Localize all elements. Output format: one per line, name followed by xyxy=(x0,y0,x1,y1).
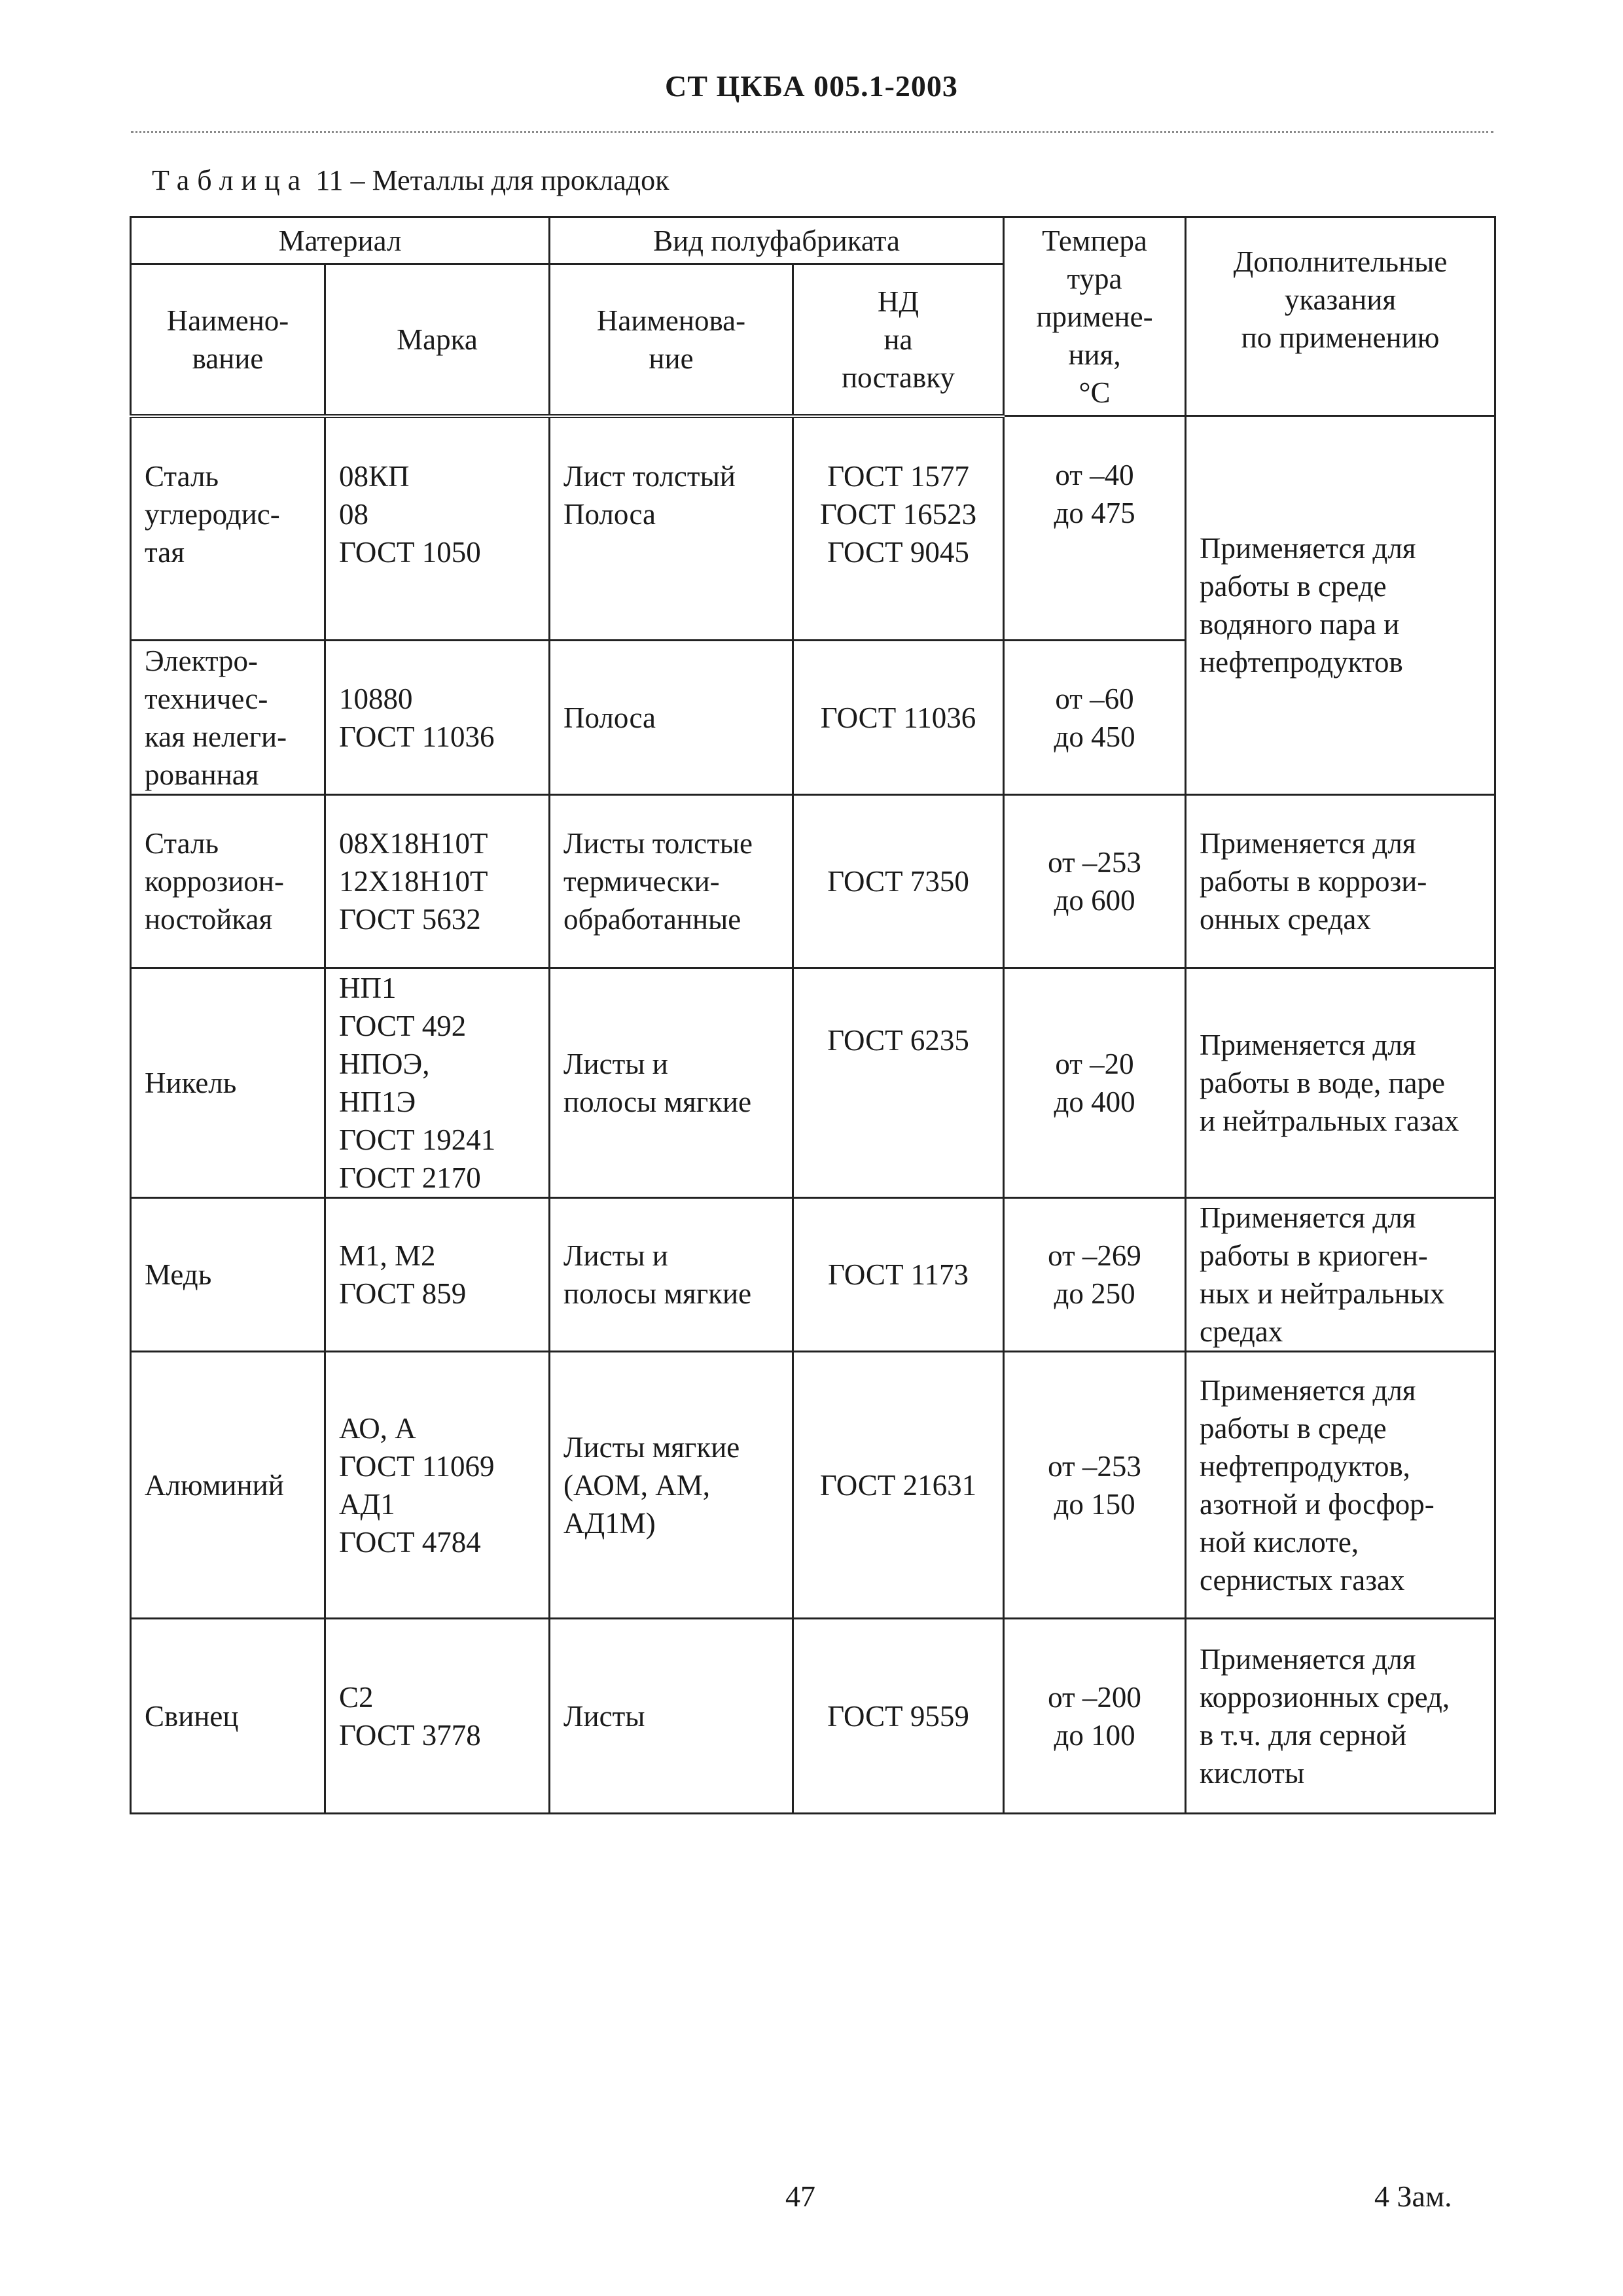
caption-number: 11 xyxy=(315,164,344,196)
table-caption xyxy=(152,164,669,197)
nd-cell: ГОСТ 7350 xyxy=(793,795,1004,968)
material-name-cell: Никель xyxy=(131,968,325,1198)
nd-cell: ГОСТ 1577 ГОСТ 16523 ГОСТ 9045 xyxy=(793,416,1004,641)
grade-cell: 08КП 08 ГОСТ 1050 xyxy=(325,416,550,641)
notes-cell: Применяется для работы в воде, паре и нейтральных газах xyxy=(1186,968,1495,1198)
document-code: СТ ЦКБА 005.1-2003 xyxy=(665,69,958,103)
col-header-nd: НД на поставку xyxy=(793,264,1004,416)
nd-cell: ГОСТ 1173 xyxy=(793,1198,1004,1352)
semi-product-cell: Листы и полосы мягкие xyxy=(550,1198,793,1352)
grade-cell: М1, М2 ГОСТ 859 xyxy=(325,1198,550,1352)
nd-cell: ГОСТ 9559 xyxy=(793,1619,1004,1814)
grade-cell: 10880 ГОСТ 11036 xyxy=(325,641,550,795)
col-header-temperature: Темпера тура примене- ния, °С xyxy=(1004,217,1186,416)
temperature-cell: от –253 до 600 xyxy=(1004,795,1186,968)
col-header-semi-name: Наименова- ние xyxy=(550,264,793,416)
table-row xyxy=(131,795,1495,968)
grade-cell: С2 ГОСТ 3778 xyxy=(325,1619,550,1814)
nd-cell: ГОСТ 11036 xyxy=(793,641,1004,795)
semi-product-cell: Листы и полосы мягкие xyxy=(550,968,793,1198)
grade-cell: 08Х18Н10Т 12Х18Н10Т ГОСТ 5632 xyxy=(325,795,550,968)
header-row-1 xyxy=(131,217,1495,264)
nd-cell: ГОСТ 21631 xyxy=(793,1352,1004,1619)
notes-cell: Применяется для работы в среде нефтепродуктов, азотной и фосфор- ной кислоте, сернистых газах xyxy=(1186,1352,1495,1619)
nd-cell: ГОСТ 6235 xyxy=(793,968,1004,1198)
semi-product-cell: Листы xyxy=(550,1619,793,1814)
temperature-cell: от –253 до 150 xyxy=(1004,1352,1186,1619)
col-header-material-name: Наимено- вание xyxy=(131,264,325,416)
semi-product-cell: Листы мягкие (АОМ, АМ, АД1М) xyxy=(550,1352,793,1619)
col-header-notes: Дополнительные указания по применению xyxy=(1186,217,1495,416)
col-header-grade: Марка xyxy=(325,264,550,416)
caption-title: – Металлы для прокладок xyxy=(350,164,669,196)
material-name-cell: Сталь углеродис- тая xyxy=(131,416,325,641)
change-note: 4 Зам. xyxy=(1374,2180,1452,2213)
semi-product-cell: Листы толстые термически- обработанные xyxy=(550,795,793,968)
material-name-cell: Электро- техничес- кая нелеги- рованная xyxy=(131,641,325,795)
col-header-semi-product: Вид полуфабриката xyxy=(550,217,1004,264)
notes-cell: Применяется для работы в коррози- онных средах xyxy=(1186,795,1495,968)
notes-cell: Применяется для работы в среде водяного пара и нефтепродуктов xyxy=(1186,416,1495,795)
temperature-cell: от –269 до 250 xyxy=(1004,1198,1186,1352)
table-row xyxy=(131,968,1495,1198)
temperature-cell: от –40 до 475 xyxy=(1004,416,1186,641)
metals-table xyxy=(130,216,1496,1814)
table-row xyxy=(131,1352,1495,1619)
semi-product-cell: Лист толстый Полоса xyxy=(550,416,793,641)
temperature-cell: от –60 до 450 xyxy=(1004,641,1186,795)
material-name-cell: Алюминий xyxy=(131,1352,325,1619)
grade-cell: НП1 ГОСТ 492 НПОЭ, НП1Э ГОСТ 19241 ГОСТ 2170 xyxy=(325,968,550,1198)
col-header-material: Материал xyxy=(131,217,550,264)
table-row xyxy=(131,1198,1495,1352)
notes-cell: Применяется для коррозионных сред, в т.ч. для серной кислоты xyxy=(1186,1619,1495,1814)
material-name-cell: Свинец xyxy=(131,1619,325,1814)
table-row xyxy=(131,1619,1495,1814)
caption-prefix: Таблица xyxy=(152,164,309,196)
page-number: 47 xyxy=(785,2180,815,2213)
notes-cell: Применяется для работы в криоген- ных и нейтральных средах xyxy=(1186,1198,1495,1352)
material-name-cell: Сталь коррозион- ностойкая xyxy=(131,795,325,968)
table-row xyxy=(131,416,1495,641)
semi-product-cell: Полоса xyxy=(550,641,793,795)
header-divider xyxy=(131,131,1493,133)
temperature-cell: от –20 до 400 xyxy=(1004,968,1186,1198)
grade-cell: АО, А ГОСТ 11069 АД1 ГОСТ 4784 xyxy=(325,1352,550,1619)
temperature-cell: от –200 до 100 xyxy=(1004,1619,1186,1814)
material-name-cell: Медь xyxy=(131,1198,325,1352)
